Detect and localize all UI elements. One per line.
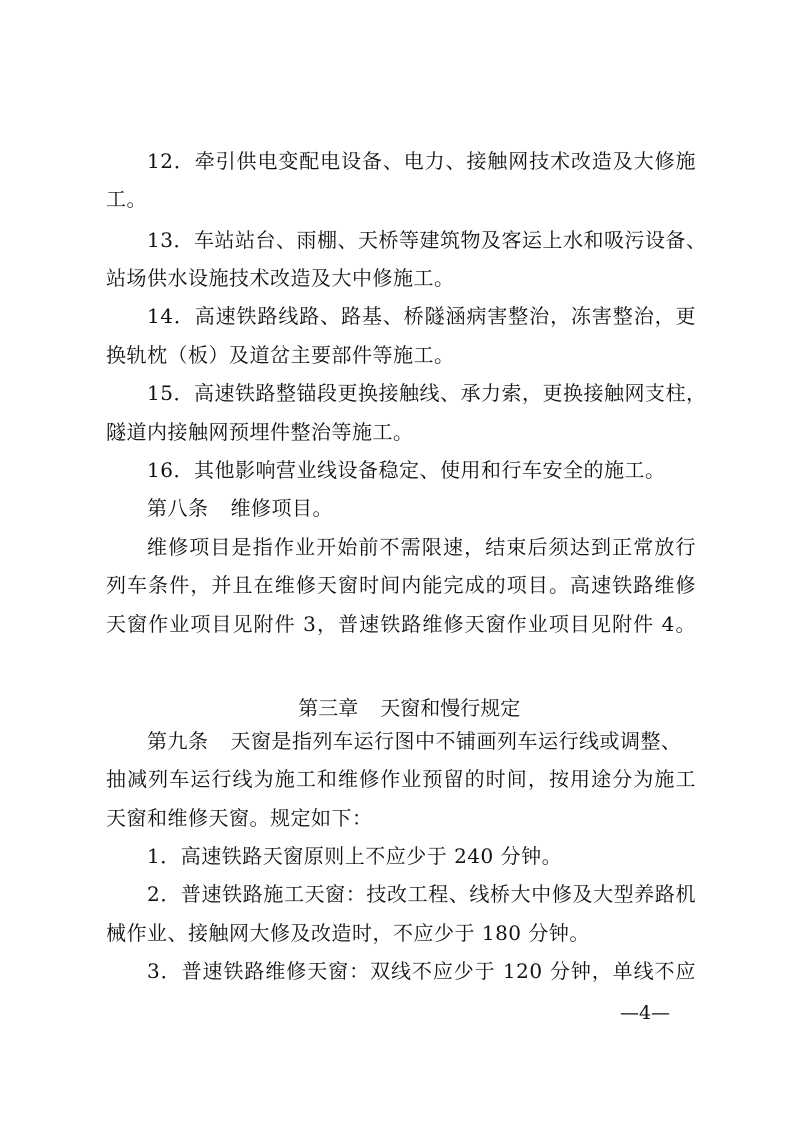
text-line-maintenance-2: 列车条件，并且在维修天窗时间内能完成的项目。高速铁路维修 (106, 573, 696, 597)
article-8-text: 维修项目。 (230, 496, 333, 520)
text-line-item13-start: 13．车站站台、雨棚、天桥等建筑物及客运上水和吸污设备、 (147, 228, 707, 252)
chapter-3-title: 天窗和慢行规定 (380, 696, 521, 720)
chapter-3-heading (0, 666, 793, 720)
article-9-first-line (147, 727, 696, 755)
text-line-item15-start: 15．高速铁路整锚段更换接触线、承力索，更换接触网支柱， (147, 381, 707, 405)
text-line-skylight-3: 天窗和维修天窗。规定如下： (106, 806, 373, 830)
text-line-rule-1: 1．高速铁路天窗原则上不应少于 240 分钟。 (147, 844, 563, 868)
text-line-item14-start: 14．高速铁路线路、路基、桥隧涵病害整治，冻害整治，更 (147, 304, 696, 328)
chapter-3-label: 第三章 (298, 696, 359, 720)
text-line-item15-end: 隧道内接触网预埋件整治等施工。 (106, 420, 414, 444)
text-line-item12-start: 12．牵引供电变配电设备、电力、接触网技术改造及大修施 (147, 149, 696, 173)
text-line-item14-end: 换轨枕（板）及道岔主要部件等施工。 (106, 343, 455, 367)
text-line-maintenance-1: 维修项目是指作业开始前不需限速，结束后须达到正常放行 (147, 535, 696, 559)
text-line-skylight-2: 抽减列车运行线为施工和维修作业预留的时间，按用途分为施工 (106, 767, 696, 791)
text-line-item16: 16．其他影响营业线设备稳定、使用和行车安全的施工。 (147, 458, 666, 482)
text-line-maintenance-3: 天窗作业项目见附件 3，普速铁路维修天窗作业项目见附件 4。 (106, 612, 696, 636)
article-9-text: 天窗是指列车运行图中不铺画列车运行线或调整、 (230, 729, 682, 753)
article-9-label: 第九条 (147, 729, 209, 753)
text-line-rule-3-start: 3．普速铁路维修天窗：双线不应少于 120 分钟，单线不应 (147, 959, 696, 983)
text-line-item13-end: 站场供水设施技术改造及大中修施工。 (106, 266, 455, 290)
article-8-label: 第八条 (147, 496, 209, 520)
page-number: —4— (619, 1002, 671, 1024)
text-line-rule-2-end: 械作业、接触网大修及改造时，不应少于 180 分钟。 (106, 921, 590, 945)
text-line-item12-end: 工。 (106, 187, 147, 211)
text-line-rule-2-start: 2．普速铁路施工天窗：技改工程、线桥大中修及大型养路机 (147, 882, 696, 906)
article-8-heading (147, 494, 696, 522)
